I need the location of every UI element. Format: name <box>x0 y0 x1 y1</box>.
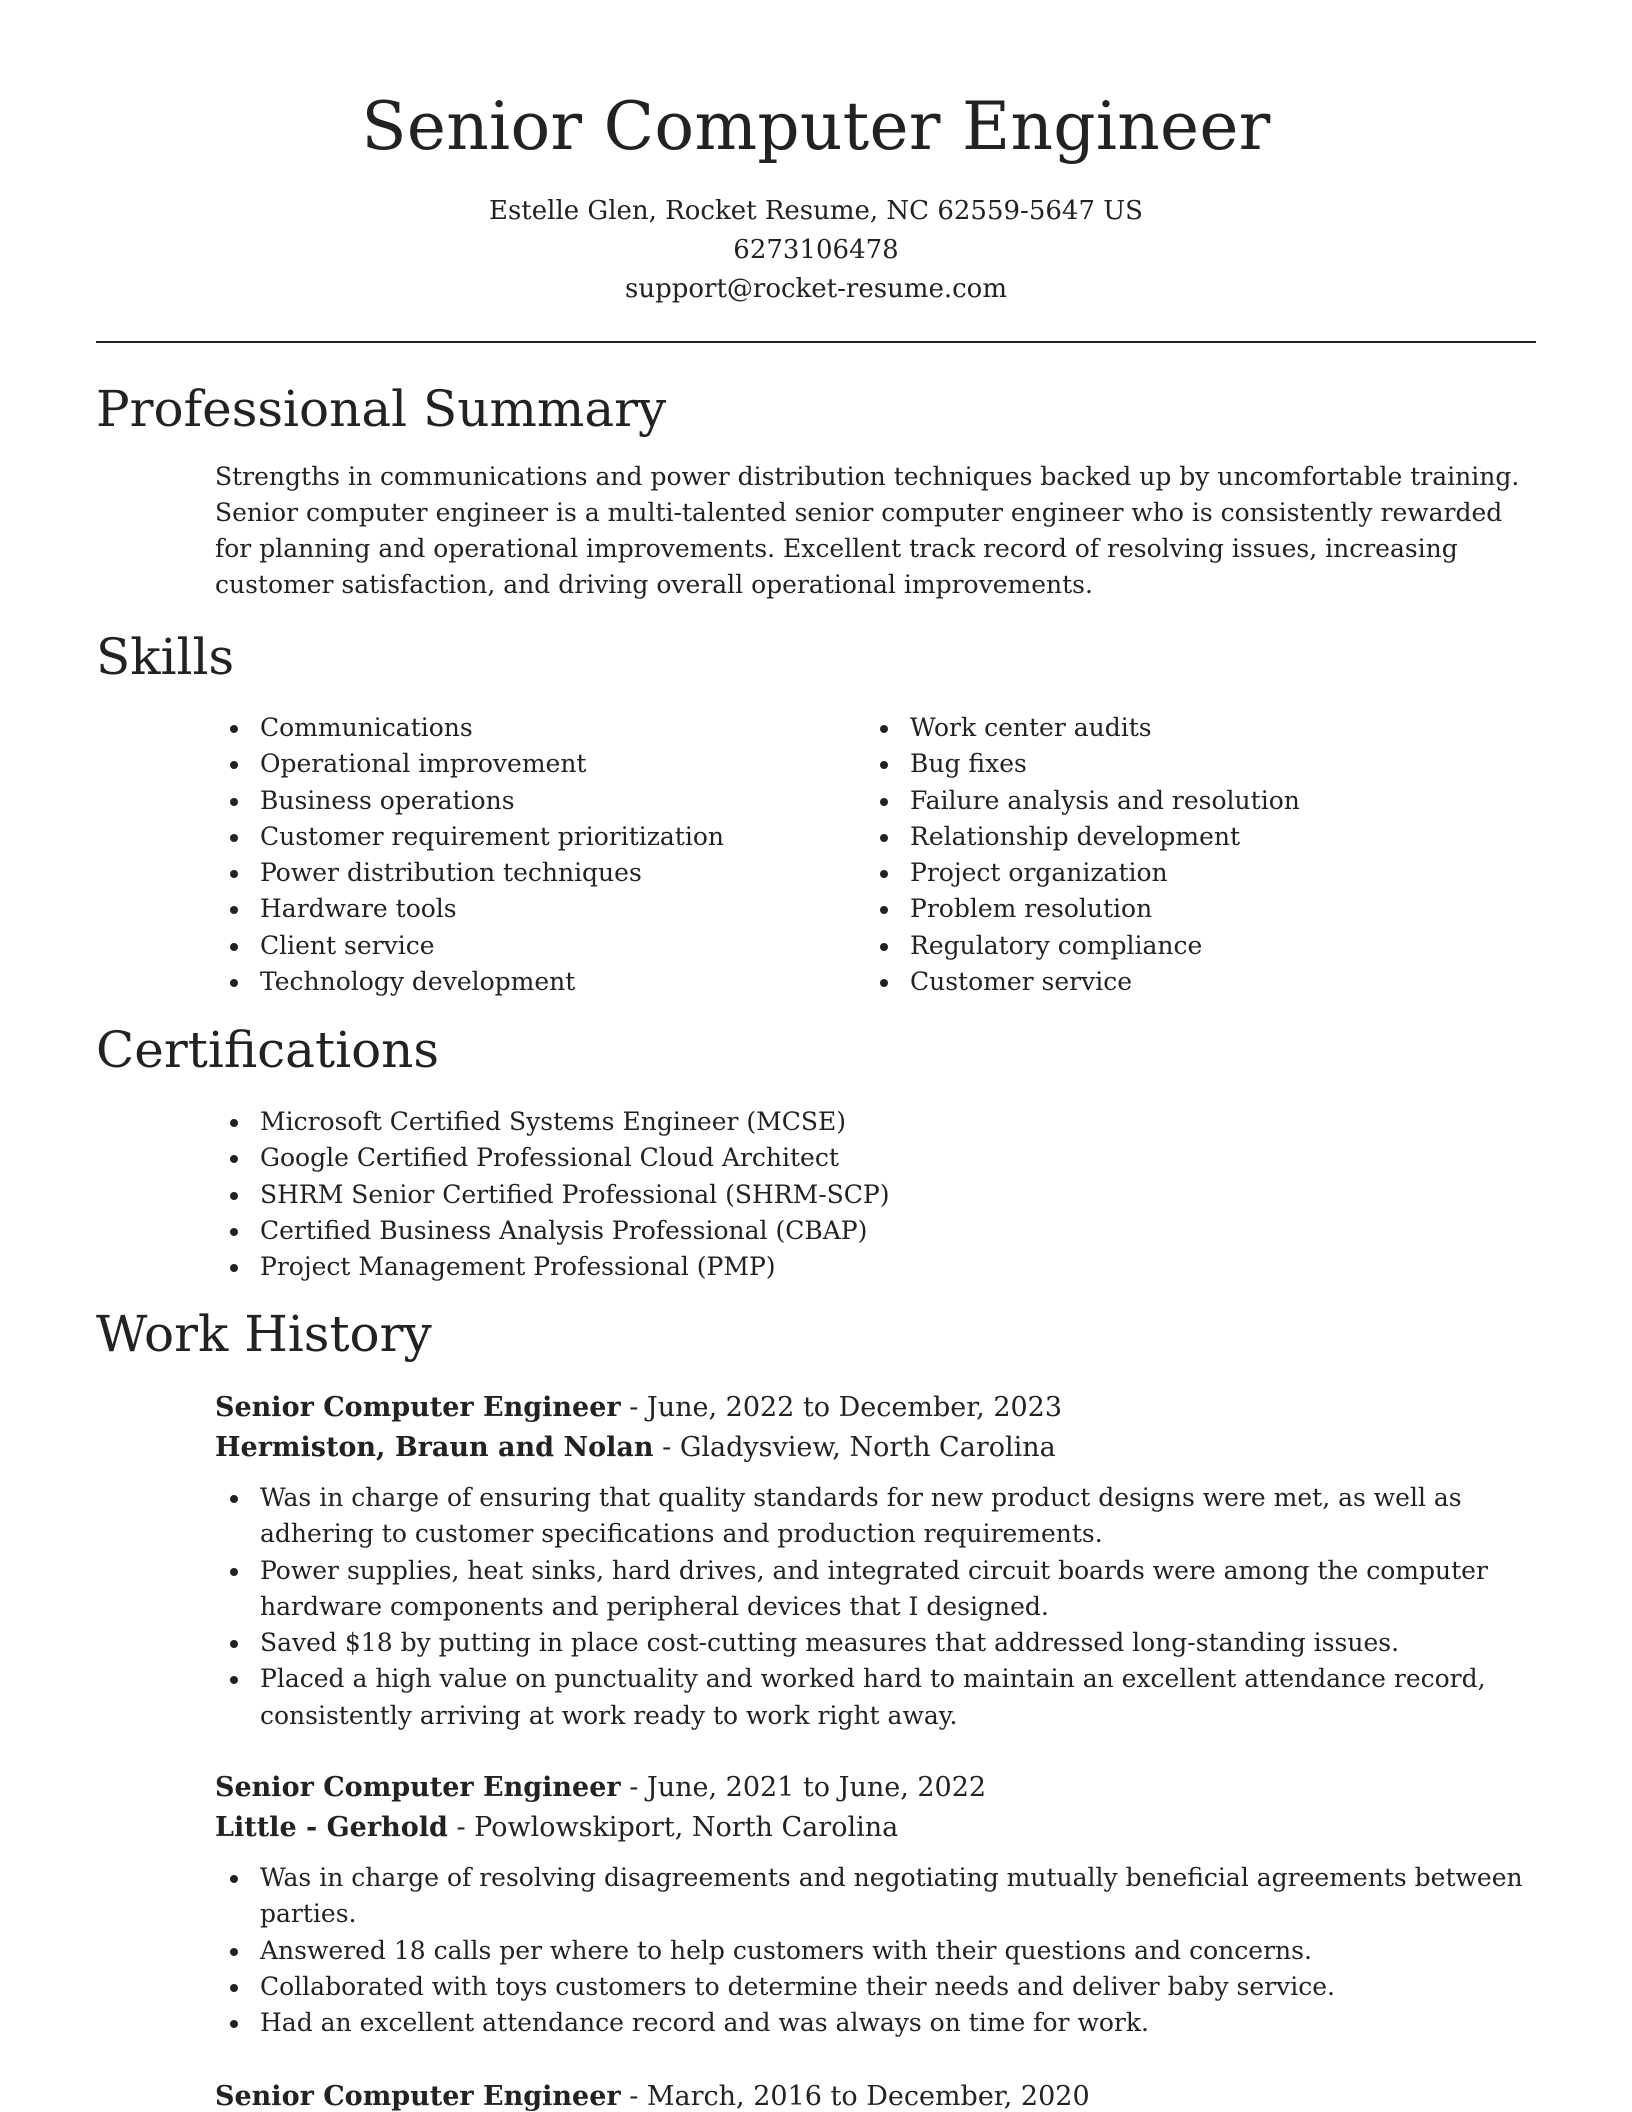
job-location: - Powlowskiport, North Carolina <box>447 1812 899 1843</box>
job-duties <box>215 1480 1535 1734</box>
job-entry <box>215 1768 1535 2041</box>
skills-heading: Skills <box>96 628 235 686</box>
certification-item: Certified Business Analysis Professional (CBAP) <box>215 1213 1535 1249</box>
job-employer-line <box>215 1428 1535 1468</box>
work-history-heading: Work History <box>96 1305 432 1363</box>
skill-item: Customer requirement prioritization <box>215 819 855 855</box>
job-duty-item: Saved $18 by putting in place cost-cutting measures that addressed long-standing issues. <box>215 1625 1535 1661</box>
contact-email: support@rocket-resume.com <box>624 274 1007 304</box>
skill-item: Regulatory compliance <box>865 928 1505 964</box>
job-role: Senior Computer Engineer <box>215 1772 621 1803</box>
certification-item: Google Certified Professional Cloud Architect <box>215 1140 1535 1176</box>
skill-item: Power distribution techniques <box>215 855 855 891</box>
job-duty-item: Was in charge of resolving disagreements and negotiating mutually beneficial agreements between parties. <box>215 1860 1535 1933</box>
job-dates: - June, 2022 to December, 2023 <box>620 1392 1063 1423</box>
skill-item: Communications <box>215 710 855 746</box>
certification-item: SHRM Senior Certified Professional (SHRM-SCP) <box>215 1177 1535 1213</box>
skill-item: Operational improvement <box>215 746 855 782</box>
job-location: - Gladysview, North Carolina <box>653 1432 1056 1463</box>
skill-item: Technology development <box>215 964 855 1000</box>
summary-heading: Professional Summary <box>96 380 667 438</box>
skill-item: Relationship development <box>865 819 1505 855</box>
job-role: Senior Computer Engineer <box>215 2081 621 2112</box>
skill-item: Work center audits <box>865 710 1505 746</box>
job-employer: Hermiston, Braun and Nolan <box>215 1432 654 1463</box>
skill-item: Hardware tools <box>215 891 855 927</box>
job-duty-item: Was in charge of ensuring that quality standards for new product designs were met, as well as adhering to customer specifications and production requirements. <box>215 1480 1535 1553</box>
contact-phone: 6273106478 <box>733 235 899 265</box>
job-employer-line <box>215 1808 1535 1848</box>
resume-header <box>96 84 1536 309</box>
job-duty-item: Placed a high value on punctuality and worked hard to maintain an excellent attendance record, consistently arriving at work ready to work right away. <box>215 1661 1535 1734</box>
job-duty-item: Power supplies, heat sinks, hard drives, and integrated circuit boards were among the computer hardware components and peripheral devices that I designed. <box>215 1553 1535 1626</box>
skills-list-right <box>865 710 1505 1000</box>
job-entry <box>215 1388 1535 1734</box>
job-title-line <box>215 1768 1535 1808</box>
job-duty-item: Answered 18 calls per where to help customers with their questions and concerns. <box>215 1933 1535 1969</box>
contact-info <box>96 192 1536 309</box>
job-dates: - June, 2021 to June, 2022 <box>620 1772 987 1803</box>
skill-item: Customer service <box>865 964 1505 1000</box>
job-duty-item: Collaborated with toys customers to determine their needs and deliver baby service. <box>215 1969 1535 2005</box>
certification-item: Project Management Professional (PMP) <box>215 1249 1535 1285</box>
certification-item: Microsoft Certified Systems Engineer (MCSE) <box>215 1104 1535 1140</box>
certifications-list <box>215 1104 1535 1285</box>
job-employer: Little - Gerhold <box>215 1812 448 1843</box>
skill-item: Failure analysis and resolution <box>865 783 1505 819</box>
candidate-title: Senior Computer Engineer <box>361 88 1271 165</box>
job-entry <box>215 2077 1535 2112</box>
skill-item: Project organization <box>865 855 1505 891</box>
skill-item: Problem resolution <box>865 891 1505 927</box>
job-dates: - March, 2016 to December, 2020 <box>620 2081 1090 2112</box>
job-duties <box>215 1860 1535 2041</box>
skill-item: Bug fixes <box>865 746 1505 782</box>
certifications-heading: Certifications <box>96 1021 440 1079</box>
contact-address: Estelle Glen, Rocket Resume, NC 62559-5647 US <box>488 196 1143 226</box>
summary-text: Strengths in communications and power distribution techniques backed up by uncomfortable training. Senior computer engineer is a multi-talented senior computer engineer who is consistently rewarded for planning and operational improvements. Excellent track record of resolving issues, increasing customer satisfaction, and driving overall operational improvements. <box>215 462 1520 599</box>
header-divider <box>96 341 1536 343</box>
skill-item: Client service <box>215 928 855 964</box>
skills-list-left <box>215 710 855 1000</box>
job-title-line <box>215 1388 1535 1428</box>
job-role: Senior Computer Engineer <box>215 1392 621 1423</box>
job-duty-item: Had an excellent attendance record and was always on time for work. <box>215 2005 1535 2041</box>
job-title-line <box>215 2077 1535 2112</box>
skill-item: Business operations <box>215 783 855 819</box>
